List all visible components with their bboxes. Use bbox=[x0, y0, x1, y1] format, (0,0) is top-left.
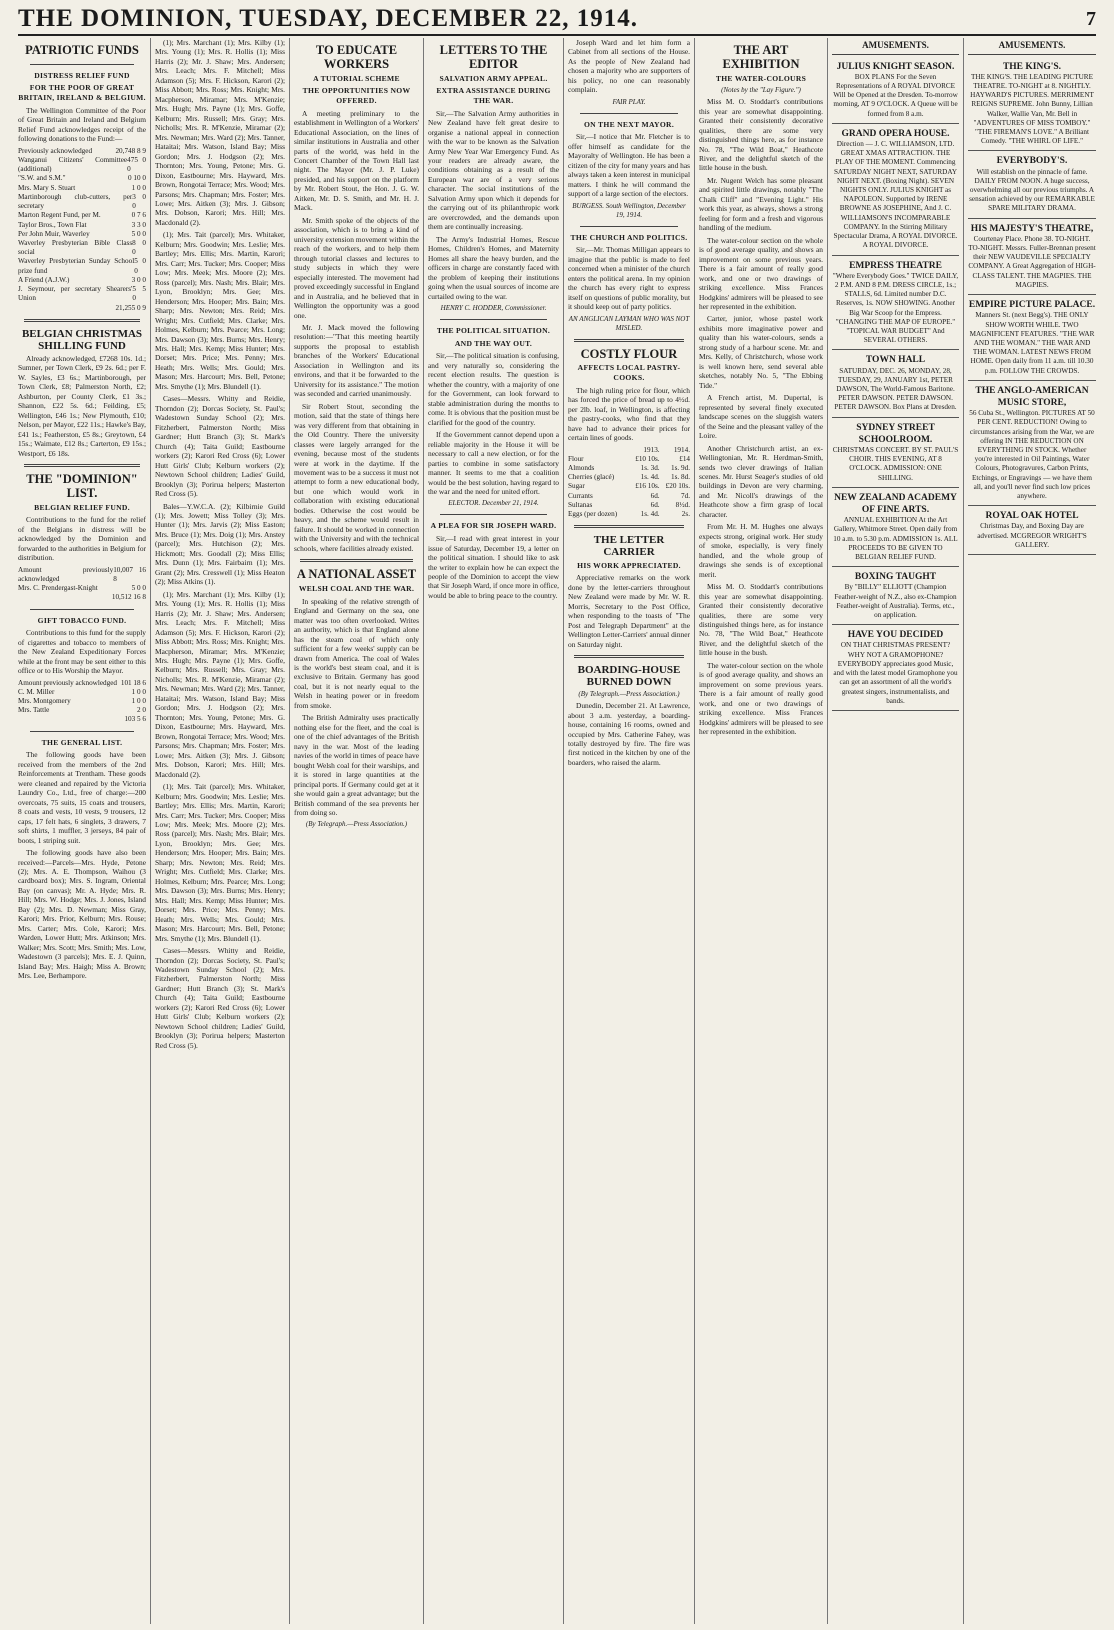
price-row bbox=[568, 464, 690, 473]
subhead-distress-relief: DISTRESS RELIEF FUND bbox=[34, 70, 130, 80]
advertisement bbox=[832, 488, 959, 567]
paragraph: Sir,—The Salvation Army authorities in New Zealand have felt great desire to organise a national appeal in connection with the war to be known as the Salvation Army New Year War Emergency Fund. As your readers are already aware, the conditions obtaining as a result of the European war are of a very serious character. The social institutions of the Salvation Army upon which it depends for the carrying out of its philanthropic work are overcrowded, and the demands upon them are continually increasing. bbox=[428, 108, 559, 232]
price-cell: Sultanas bbox=[568, 500, 593, 509]
advertisement bbox=[832, 418, 959, 488]
price-cell: 1s. 9d. bbox=[671, 464, 690, 473]
press-stamp: (By Telegraph.—Press Association.) bbox=[305, 820, 408, 829]
donation-value: 0 7 6 bbox=[131, 211, 146, 220]
ad-heading: THE ANGLO-AMERICAN MUSIC STORE, bbox=[975, 385, 1089, 408]
donation-row bbox=[18, 184, 146, 193]
price-cell: Eggs (per dozen) bbox=[568, 510, 618, 519]
amusements-header: AMUSEMENTS. bbox=[832, 38, 959, 55]
price-cell: 1s. 4d. bbox=[640, 510, 660, 519]
donation-value: 3 0 0 bbox=[131, 275, 146, 284]
paragraph: From Mr. H. M. Hughes one always expects strong, original work. Her study of smoke, especially, is very finely handled, and the whole group of drawings she sends is of exceptional merit. bbox=[699, 522, 823, 579]
paragraph: Mr. J. Mack moved the following resolution:—"That this meeting heartily supports the proposal to establish branches of the Workers' Educational Association in Wellington and its environs, and that it be forwarded to the University for its assistance." The motion was seconded and carried unanimously. bbox=[294, 322, 419, 399]
donation-row bbox=[18, 193, 146, 211]
divider bbox=[440, 319, 547, 320]
column-5 bbox=[564, 38, 695, 1624]
paragraph: If the Government cannot depend upon a reliable majority in the House it will be necessary to call a new election, or for the parties to combine in some satisfactory manner. It seems to me that a coalition would be the best solution, having regard to the war and the need for united effort. bbox=[428, 430, 559, 496]
price-row bbox=[568, 482, 690, 491]
paragraph: Sir Robert Stout, seconding the motion, said that the state of things here was very different from that obtaining in the Old Country. There the university classes were largely arranged for the evening, because most of the students were at work in the daytime. If the movement was to be a success it must not attempt to form a new educational body, but one which would work in collaboration with existing educational bodies. Otherwise the cost would be heavy, and the scheme would result in failure. It should be worked in connection with the University and with the technical schools, where facilities already existed. bbox=[294, 401, 419, 553]
ad-text: ANNUAL EXHIBITION At the Art Gallery, Whitmore Street. Open daily from 10 a.m. to 5.30 p.m. ADMISSION 1s. ALL PROCEEDS TO BE GIVEN TO BELGIAN RELIEF FUND. bbox=[833, 516, 958, 562]
donation-label: C. M. Miller bbox=[18, 687, 55, 696]
divider bbox=[580, 226, 678, 227]
price-row bbox=[568, 510, 690, 519]
paragraph: Sir,—I notice that Mr. Fletcher is to offer himself as candidate for the Mayoralty of Wellington. He has been a citizen of the city for many years and has always taken a keen interest in municipal matters. I think he will command the support of a large section of the electors. bbox=[568, 132, 690, 199]
donation-list bbox=[18, 679, 146, 716]
column-4 bbox=[424, 38, 564, 1624]
paragraph: Miss M. O. Stoddart's contributions this year are somewhat disappointing. Granted their consistently decorative qualities, there are some very distinguished things here, as for instance No. 78, "The Wild Boat," Heathcote River, and the delightful sketch of the little house in the bush. bbox=[699, 582, 823, 658]
donation-value: 5 0 0 bbox=[131, 584, 146, 593]
signature: FAIR PLAY. bbox=[612, 97, 646, 106]
headline-costly-flour: COSTLY FLOUR bbox=[580, 346, 678, 361]
ad-heading: BOXING TAUGHT bbox=[854, 572, 937, 583]
donation-row bbox=[18, 697, 146, 706]
subhead-way-out: AND THE WAY OUT. bbox=[454, 338, 533, 348]
subhead-general-list: THE GENERAL LIST. bbox=[41, 737, 123, 747]
divider bbox=[30, 731, 134, 732]
donation-row bbox=[18, 584, 146, 593]
ad-text: Will establish on the pinnacle of fame. DAILY FROM NOON. A huge success, overwhelming all our previous triumphs. A sensation achieved by our REMARKABLE SPARE MILITARY DRAMA. bbox=[969, 167, 1095, 213]
donation-label: Amount previously acknowledged bbox=[18, 678, 118, 687]
subhead-belgian-relief: BELGIAN RELIEF FUND. bbox=[34, 502, 130, 512]
ad-heading: EMPIRE PICTURE PALACE. bbox=[968, 300, 1096, 311]
price-row bbox=[568, 501, 690, 510]
donation-value: 1 0 0 bbox=[131, 183, 146, 192]
divider bbox=[574, 339, 684, 342]
advertisement bbox=[968, 219, 1096, 295]
donation-label: Waverley Presbyterian Bible Class social bbox=[18, 238, 133, 257]
ad-list bbox=[968, 57, 1096, 556]
paragraph: (1); Mrs. Marchant (1); Mrs. Kilby (1); Mrs. Young (1); Mrs. R. Hollis (1); Miss Harris (2); Mr. J. Shaw; Mrs. Andersen; Mrs. Leach; Mrs. F. Mitchell; Miss Adamson (5); Mrs. F. Hickson, Karori (2); Miss Abbott; Mrs. Ross; Mrs. Knight; Mrs. Macpherson, Miramar; Mrs. M'Kenzie; Mrs. Hugh; Mrs. Payne (1); Mrs. Goffe, Kelburn; Mrs. Russell; Mrs. Gray; Mrs. Nicholls; Mrs. R. M'Kenzie, Miramar (2); Mrs. Newman; Mrs. Ward (2); Mrs. Tanner, Hataitai; Mrs. Watson, Island Bay; Miss Gordon; Mrs. J. Hodgson (2); Mrs. Thornton; Mrs. Young, Petone; Mrs. G. Dixon, Eastbourne; Mrs. Hayward, Mrs. Brown, Rongotai Terrace; Mrs. Wood; Mrs. Parsons; Mrs. Chapman; Mrs. Foster; Mrs. Lowe; Mrs. Aitken (3); Mrs. J. Gibson; Mrs. Dobson, Karori; Mrs. Hill; Mrs. Macdonald (2). bbox=[155, 38, 285, 227]
donation-value: 20,748 8 9 bbox=[115, 146, 146, 155]
columns bbox=[14, 38, 1100, 1624]
advertisement bbox=[832, 256, 959, 351]
paragraph: Contributions to this fund for the supply of cigarettes and tobacco to members of the New Zealand Expeditionary Forces while at the front may be sent either to this office or to His Worship the Mayor. bbox=[18, 628, 146, 676]
advertisement bbox=[832, 124, 959, 256]
divider bbox=[300, 559, 413, 562]
donation-row bbox=[18, 276, 146, 285]
donation-row bbox=[18, 174, 146, 183]
price-cell: £20 10s. bbox=[665, 482, 690, 491]
headline-letter-carrier: THE LETTER CARRIER bbox=[593, 534, 665, 559]
donation-label: A Friend (A.J.W.) bbox=[18, 275, 70, 284]
headline-belgian-christmas: BELGIAN CHRISTMAS SHILLING FUND bbox=[21, 327, 143, 352]
ad-text: SATURDAY, DEC. 26, MONDAY, 28, TUESDAY, 29, JANUARY 1st, PETER DAWSON, The World-Famous Baritone. PETER DAWSON. PETER DAWSON. PETER DAWSON. Box Plans at Dresden. bbox=[834, 366, 957, 412]
divider bbox=[30, 64, 134, 65]
signature: AN ANGLICAN LAYMAN WHO WAS NOT MISLED. bbox=[568, 314, 690, 332]
price-cell: 8½d. bbox=[675, 500, 690, 509]
headline-art-exhibition: THE ART EXHIBITION bbox=[722, 43, 800, 71]
paragraph: Contributions to the fund for the relief of the Belgians in distress will be acknowledged by the Dominion and forwarded to the authorities in Belgium for distribution. bbox=[18, 515, 146, 563]
masthead-title: THE DOMINION, TUESDAY, DECEMBER 22, 1914. bbox=[18, 5, 639, 32]
donation-value: 475 0 0 bbox=[127, 156, 146, 174]
donation-value: 8 0 0 bbox=[132, 238, 146, 257]
price-table-header-cell: 1913. bbox=[643, 445, 660, 454]
donation-row bbox=[18, 679, 146, 688]
donation-label: Mrs. Mary S. Stuart bbox=[18, 183, 76, 192]
press-stamp: (By Telegraph.—Press Association.) bbox=[578, 690, 680, 699]
column-8 bbox=[964, 38, 1100, 1624]
headline-educate-workers: TO EDUCATE WORKERS bbox=[315, 43, 398, 71]
paragraph: Another Christchurch artist, an ex-Wellingtonian, Mr. R. Herdman-Smith, sends two clever drawings of Italian scenes. Mr. Hurst Seager's studies of old buildings in Devon are very charming, and Mr. Nicoll's drawings of the Heathcote show a firm grasp of local character. bbox=[699, 443, 823, 519]
price-cell: Flour bbox=[568, 454, 584, 463]
donation-value: 2 0 bbox=[137, 706, 146, 715]
paragraph: The high ruling price for flour, which has forced the price of bread up to 4½d. per 2lb. loaf, in Wellington, is affecting the pastry-cooks, who find that they have had to advance their prices for certain lines of goods. bbox=[568, 385, 690, 443]
paragraph: The following goods have also been received:—Parcels—Mrs. Hyde, Petone (2); Mrs. A. E. Thompson, Waihou (3 cardboard box); Mrs. S. Ingram, Oriental Bay (on canvas); Mr. A. Hyde; Mrs. R. Hill; Mrs. W. Hodge; Mrs. J. Jones, Island Bay (2); Mrs. D. Newman; Miss Gray, Karori; Mrs. Prior, Kelburn; Mrs. Rouse; Mrs. Carter; Mrs. Cole, Karori; Mrs. Warden, Lower Hutt; Mrs. Atkinson; Mrs. Walker; Mrs. Scott; Mrs. Smith; Mrs. Low, Wadestown (3 parcels); Mrs. E. J. Quinn, Island Bay; Mrs. Haigh; Miss A. Brown; Mrs. Lee, Berhampore. bbox=[18, 848, 146, 981]
ad-heading: TOWN HALL bbox=[865, 355, 926, 366]
ad-text: Manners St. (next Begg's). THE ONLY SHOW WORTH WHILE. TWO MAGNIFICENT FEATURES. "THE WAR AND THE WOMAN." THE WAR AND THE WOMAN. LATEST NEWS FROM HOME. Open daily from 11 a.m. till 10.30 p.m. FOLLOW THE CROWDS. bbox=[969, 311, 1095, 375]
signature: BURGESS. South Wellington, December 19, 1914. bbox=[572, 201, 686, 219]
donation-value: 3 3 0 bbox=[131, 220, 146, 229]
price-cell: £16 10s. bbox=[635, 482, 660, 491]
ad-heading: ROYAL OAK HOTEL bbox=[985, 511, 1079, 522]
ad-text: By "BILLY" ELLIOTT (Champion Feather-weight of N.Z., also ex-Champion Feather-weight of Australia). Terms, etc., on application. bbox=[834, 583, 957, 620]
signature: HENRY C. HODDER, Commissioner. bbox=[440, 304, 547, 313]
ad-heading: NEW ZEALAND ACADEMY OF FINE ARTS. bbox=[834, 492, 957, 516]
paragraph: (1); Mrs. Tait (parcel); Mrs. Whitaker, Kelburn; Mrs. Goodwin; Mrs. Leslie; Mrs. Bartley; Mrs. Ellis; Mrs. Martin, Karori; Mrs. Carr; Mrs. Tucker; Mrs. Cooper; Miss Low; Mrs. Meek; Mrs. Moore (2); Mrs. Ross (parcel); Mrs. Nash; Mrs. Blair; Mrs. Lyon, Brooklyn; Mrs. Gee; Mrs. Henderson; Mrs. Hooper; Mrs. Bain; Mrs. Sharp; Mrs. Newton; Mrs. Reid; Mrs. Wright; Mrs. Cutfield; Mrs. Clarke; Mrs. Holmes, Kelburn; Mrs. Pearce; Mrs. Long; Mrs. Dawson (3); Mrs. Burns; Mrs. Henry; Mrs. Hall; Mrs. Kemp; Miss Hunter; Mrs. Dorset; Mrs. Price; Mrs. Penny; Mrs. Heath; Mrs. Wells; Mrs. Gould; Mrs. Mason; Mrs. Harcourt; Mrs. Bell, Petone; Mrs. Smythe (1); Mrs. Blundell (1). bbox=[155, 782, 285, 943]
column-6 bbox=[695, 38, 828, 1624]
subhead-welsh-coal: WELSH COAL AND THE WAR. bbox=[298, 583, 415, 593]
advertisement bbox=[968, 381, 1096, 507]
price-row bbox=[568, 473, 690, 482]
paragraph: Cases—Messrs. Whitty and Reidie, Thorndon (2); Dorcas Society, St. Paul's; Wadestown Sunday School (2); Mrs. Fitzherbert, Palmerston North; Miss Gardner; Hutt Branch (3); St. Mark's Church (4); Taita Guild; Eastbourne workers (2); Karori Red Cross (6); Lower Hutt Girls' Club; Kelburn workers (2); Newtown School children; Ladies' Guild, Brooklyn (3); Porirua helpers; Masterton Red Cross (5). bbox=[155, 946, 285, 1050]
subhead-extra-assistance: EXTRA ASSISTANCE DURING THE WAR. bbox=[436, 86, 551, 105]
subhead-pastry-cooks: AFFECTS LOCAL PASTRY-COOKS. bbox=[577, 363, 681, 383]
price-cell: 6d. bbox=[650, 491, 660, 500]
donation-value: 3 0 0 bbox=[132, 192, 146, 211]
byline: (Notes by the "Lay Figure.") bbox=[721, 86, 801, 95]
paragraph: Cases—Messrs. Whitty and Reidie, Thorndon (2); Dorcas Society, St. Paul's; Wadestown Sunday School (2); Mrs. Fitzherbert, Palmerston North; Miss Gardner; Hutt Branch (3); St. Mark's Church (4); Taita Guild; Eastbourne workers (2); Karori Red Cross (6); Lower Hutt Girls' Club; Kelburn workers (2); Newtown School children; Ladies' Guild, Brooklyn (3); Porirua helpers; Masterton Red Cross (5). bbox=[155, 394, 285, 499]
subhead-political-situation: THE POLITICAL SITUATION. bbox=[436, 325, 551, 335]
donation-label: Waverley Presbyterian Sunday School prize fund bbox=[18, 257, 135, 275]
donation-value: 1 0 0 bbox=[131, 687, 146, 696]
headline-national-asset: A NATIONAL ASSET bbox=[296, 567, 417, 582]
price-cell: 6d. bbox=[650, 500, 660, 509]
donation-label: "S.W. and S.M." bbox=[18, 174, 66, 183]
subhead-plea-joseph-ward: A PLEA FOR SIR JOSEPH WARD. bbox=[430, 521, 557, 531]
paragraph: The water-colour section on the whole is of good average quality, and shows an improvement on some previous years. There is a fair amount of really good work, and one or two drawings of striking excellence. Miss Frances Hodgkins' admirers will be pleased to see her represented in the exhibition. bbox=[699, 660, 823, 737]
price-cell: 2s. bbox=[681, 510, 690, 519]
price-cell: Cherries (glacé) bbox=[568, 473, 615, 482]
paragraph: A meeting preliminary to the establishment in Wellington of a Workers' Educational Association, on the lines of similar institutions in Australia and other parts of the world, was held in the Concert Chamber of the Town Hall last night. The Mayor (Mr. J. P. Luke) presided, and his support on the platform by Mr. Robert Stout, the Hon. J. G. W. Aitken, Mr. D. S. Smith, and Mr. H. J. Mack. bbox=[294, 108, 419, 213]
ad-heading: EVERYBODY'S. bbox=[996, 156, 1068, 167]
donation-label: Per John Muir, Waverley bbox=[18, 229, 90, 238]
ad-text: Direction — J. C. WILLIAMSON, LTD. GREAT XMAS ATTRACTION. THE PLAY OF THE MOMENT. Commencing SATURDAY NIGHT NEXT, SATURDAY NIGHT NEXT. (Boxing Night). SEVEN NIGHTS ONLY. JULIUS KNIGHT as NAPOLEON. Supported by IRENE BROWNE AS JOSEPHINE, And J. C. WILLIAMSON'S INCOMPARABLE COMPANY. In the Stirring Military Spectacular Drama, A ROYAL DIVORCE. A ROYAL DIVORCE. bbox=[833, 139, 958, 250]
ad-heading: EMPRESS THEATRE bbox=[849, 260, 942, 271]
price-cell: 1s. 8d. bbox=[671, 473, 690, 482]
paragraph: Bales—Y.W.C.A. (2); Kilbirnie Guild (1); Mrs. Jowett; Miss Tolley (3); Mrs. Hunter (1); Mrs. Jarvis (2); Miss Easton; Mrs. Bruce (1); Mrs. Doig (1); Mrs. Anstey (parcel); Mrs. Hutchison (2); Mrs. Hickmott; Mrs. Goodall (2); Miss Ellis; Mrs. Dunn (1); Mrs. Fairbairn (1); Mrs. Grant (2); Mrs. Cresswell (1); Miss Heaton (2); Miss Atkins (1). bbox=[155, 501, 285, 587]
advertisement bbox=[832, 625, 959, 711]
subhead-tutorial-scheme: A TUTORIAL SCHEME bbox=[313, 73, 400, 83]
divider bbox=[574, 525, 684, 528]
donation-row bbox=[18, 257, 146, 275]
subhead-work-appreciated: HIS WORK APPRECIATED. bbox=[577, 560, 681, 570]
paragraph: The Army's Industrial Homes, Rescue Homes, Children's Homes, and Maternity Homes all share the heavy burden, and the officers in charge are constantly faced with the problem of keeping their institutions going when the usual sources of income are curtailed owing to the war. bbox=[428, 234, 559, 301]
divider bbox=[24, 319, 140, 322]
donation-label: J. Seymour, per secretary Shearers' Union bbox=[18, 285, 133, 303]
paragraph: The British Admiralty uses practically nothing else for the fleet, and the coal is one of the chief advantages of the British navy in the war. Most of the leading navies of the world in times of peace have bought Welsh coal for their warships, and it is stored in large quantities at the principal ports. If Germany could get at it she would gain a great advantage; but the British command of the sea prevents her from doing so. bbox=[294, 713, 419, 817]
ad-heading: HIS MAJESTY'S THEATRE, bbox=[970, 223, 1094, 234]
amusements-header: AMUSEMENTS. bbox=[968, 38, 1096, 55]
paragraph: The water-colour section on the whole is of good average quality, and shows an improvement on some previous years. There is a fair amount of really good work, and one or two drawings of striking excellence. Miss Frances Hodgkins' admirers will be pleased to see her represented in the exhibition. bbox=[699, 235, 823, 312]
page-number: 7 bbox=[1086, 7, 1096, 30]
paragraph: Sir,—Mr. Thomas Milligan appears to imagine that the public is made to feel concerned when a minister of the church enters the political arena. In my opinion the church has every right to express itself on questions of public morality, but it should keep out of party politics. bbox=[568, 245, 690, 312]
paragraph: Appreciative remarks on the work done by the letter-carriers throughout New Zealand were made by Mr. W. R. Morris, Secretary to the Post Office, when responding to the toasts of "The Post and Telegraph Department" at the Wellington Letter-Carriers' annual dinner on Saturday night. bbox=[568, 573, 690, 649]
donation-label: Marton Regent Fund, per M. bbox=[18, 211, 101, 220]
headline-dominion-list: THE "DOMINION" LIST. bbox=[26, 472, 138, 500]
paragraph: The Wellington Committee of the Poor of Great Britain and Ireland and Belgium Relief Fund acknowledges receipt of the following donations to the Fund:— bbox=[18, 105, 146, 144]
donation-row bbox=[18, 566, 146, 584]
paragraph: Already acknowledged, £7268 10s. 1d.; Sumner, per Town Clerk, £9 2s. 6d.; per F. W. Sayles, £3 6s.; Martinborough, per Town Clerk, £8; Palmerston North, £2; Ashburton, per County Clerk, £1 3s.; Shannon, £22 5s. 6d.; Feilding, £5; Wellington, £46 1s.; New Plymouth, £10; Nelson, per Mayor, £22 11s.; Hawke's Bay, £41 1s.; Featherston, £5 8s.; Greytown, £4 15s.; Waimate, £12 8s.; Carterton, £9 15s.; Westport, £6 18s. bbox=[18, 353, 146, 458]
subhead-next-mayor: ON THE NEXT MAYOR. bbox=[583, 119, 675, 129]
column-1 bbox=[14, 38, 151, 1624]
paragraph: Dunedin, December 21. At Lawrence, about 3 a.m. yesterday, a boarding-house, containing 16 rooms, owned and occupied by Mrs. Catherine Fahey, was totally destroyed by fire. The fire was first noticed in the kitchen by one of the boarders, who raised the alarm. bbox=[568, 701, 690, 767]
advertisement bbox=[832, 57, 959, 124]
donation-list bbox=[18, 147, 146, 304]
price-cell: 1s. 4d. bbox=[640, 473, 660, 482]
price-table-header-cell bbox=[568, 446, 629, 455]
subhead-salvation-army: SALVATION ARMY APPEAL. bbox=[439, 73, 548, 83]
price-table-header bbox=[568, 446, 690, 455]
donation-row bbox=[18, 221, 146, 230]
ad-text: "Where Everybody Goes." TWICE DAILY, 2 P.M. AND 8 P.M. DRESS CIRCLE, 1s.; STALLS, 6d. Limited number D.C. Reserves, 1s. NOW SHOWING. Another Big War Scoop for the Empress. "CHANGING THE MAP OF EUROPE." "TOPICAL WAR BUDGET" And SEVERAL OTHERS. bbox=[832, 271, 959, 345]
donation-value: 0 10 0 bbox=[128, 174, 146, 183]
advertisement bbox=[968, 506, 1096, 555]
donation-label: Mrs. Montgomery bbox=[18, 697, 71, 705]
ad-text: BOX PLANS For the Seven Representations of A ROYAL DIVORCE Will be Opened at the Dresden. To-morrow morning, AT 9 O'CLOCK. A Queue will be formed from 8 a.m. bbox=[833, 72, 958, 118]
ad-heading: SYDNEY STREET SCHOOLROOM. bbox=[856, 422, 935, 445]
headline-patriotic-funds: PATRIOTIC FUNDS bbox=[25, 43, 139, 57]
donation-label: Amount previously acknowledged bbox=[18, 565, 114, 583]
donation-row bbox=[18, 147, 146, 156]
donation-value: 5 0 0 bbox=[131, 229, 146, 238]
donation-label: Wanganui Citizens' Committee (additional) bbox=[18, 156, 128, 174]
donation-total: 10,512 16 8 bbox=[111, 593, 146, 602]
paragraph: Sir,—I read with great interest in your issue of Saturday, December 19, a letter on the political situation. I should like to ask the writer to explain how he can expect the people of the Dominion to accept the view that Sir Joseph Ward, if once more in office, would be able to bring peace to the country. bbox=[428, 534, 559, 600]
price-cell: £10 10s. bbox=[635, 454, 660, 463]
price-row bbox=[568, 455, 690, 464]
donation-value: 1 0 0 bbox=[131, 697, 146, 705]
headline-boarding-house: BOARDING-HOUSE BURNED DOWN bbox=[577, 663, 681, 689]
donation-value: 101 18 6 bbox=[120, 678, 146, 687]
advertisement bbox=[832, 567, 959, 625]
donation-label: Taylor Bros., Town Flat bbox=[18, 220, 87, 229]
price-cell: 1s. 3d. bbox=[640, 464, 660, 473]
paragraph: A French artist, M. Dupertal, is represented by several finely executed landscape scenes on the sluggish waters of the Seine and the pleasant valley of the Loire. bbox=[699, 393, 823, 441]
advertisement bbox=[832, 350, 959, 417]
price-table bbox=[568, 446, 690, 520]
price-cell: Almonds bbox=[568, 464, 595, 473]
donation-total: 21,255 0 9 bbox=[115, 303, 146, 312]
donation-value: 5 5 0 bbox=[132, 285, 146, 303]
paragraph: Mr. Nugent Welch has some pleasant and spirited little drawings, notably "The Chalk Cliff" and "Evening Light." His work this year, as always, shows a strong feeling for form and a fresh and vigorous handling of the medium. bbox=[699, 175, 823, 233]
ad-text: CHRISTMAS CONCERT. BY ST. PAUL'S CHOIR. THIS EVENING, AT 8 O'CLOCK. ADMISSION: ONE SHILLING. bbox=[832, 446, 959, 482]
donation-row bbox=[18, 156, 146, 174]
price-row bbox=[568, 492, 690, 501]
advertisement bbox=[968, 151, 1096, 218]
subhead-water-colours: THE WATER-COLOURS bbox=[715, 73, 807, 83]
paragraph: Sir,—The political situation is confusing, and very naturally so, considering the recent election results. The question is whether the country, with a majority of one for the Government, can look forward to stable administration during the months to come. It is obvious that the position must be clarified for the good of the country. bbox=[428, 351, 559, 427]
donation-label: Mrs. C. Prendergast-Knight bbox=[18, 584, 98, 593]
donation-row bbox=[18, 688, 146, 697]
column-2 bbox=[151, 38, 290, 1624]
donation-value: 10,007 16 8 bbox=[113, 565, 146, 583]
divider bbox=[440, 514, 547, 515]
paragraph: Mr. Smith spoke of the objects of the association, which is to bring a kind of university extension movement within the reach of the workers, and to help them through tutorial classes and lectures to study subjects in which they were especially interested. The movement had proved exceedingly successful in England and in Australia, and he believed that in Wellington the opportunity was a good one. bbox=[294, 215, 419, 320]
donation-row bbox=[18, 239, 146, 257]
price-cell: £14 bbox=[679, 454, 690, 463]
paragraph: (1); Mrs. Marchant (1); Mrs. Kilby (1); Mrs. Young (1); Mrs. R. Hollis (1); Miss Harris (2); Mr. J. Shaw; Mrs. Andersen; Mrs. Leach; Mrs. F. Mitchell; Miss Adamson (5); Mrs. F. Hickson, Karori (2); Miss Abbott; Mrs. Ross; Mrs. Knight; Mrs. Macpherson, Miramar; Mrs. M'Kenzie; Mrs. Hugh; Mrs. Payne (1); Mrs. Goffe, Kelburn; Mrs. Russell; Mrs. Gray; Mrs. Nicholls; Mrs. R. M'Kenzie, Miramar (2); Mrs. Newman; Mrs. Ward (2); Mrs. Tanner, Hataitai; Mrs. Watson, Island Bay; Miss Gordon; Mrs. J. Hodgson (2); Mrs. Thornton; Mrs. Young, Petone; Mrs. G. Dixon, Eastbourne; Mrs. Hayward, Mrs. Brown, Rongotai Terrace; Mrs. Wood; Mrs. Parsons; Mrs. Chapman; Mrs. Foster; Mrs. Lowe; Mrs. Aitken (3); Mrs. J. Gibson; Mrs. Dobson, Karori; Mrs. Hill; Mrs. Macdonald (2). bbox=[155, 589, 285, 779]
price-cell: Sugar bbox=[568, 482, 585, 491]
price-cell: 7d. bbox=[681, 491, 690, 500]
divider bbox=[30, 609, 134, 610]
column-7 bbox=[828, 38, 964, 1624]
donation-total: 103 5 6 bbox=[124, 715, 146, 724]
ad-heading: THE KING'S. bbox=[1002, 61, 1062, 72]
subhead-opportunities: THE OPPORTUNITIES NOW OFFERED. bbox=[302, 86, 411, 105]
column-3 bbox=[290, 38, 424, 1624]
signature: ELECTOR. December 21, 1914. bbox=[448, 499, 539, 508]
donation-row bbox=[18, 211, 146, 220]
divider bbox=[24, 464, 140, 467]
paragraph: Joseph Ward and let him form a Cabinet from all sections of the House. As the people of New Zealand had chosen a majority who are supporters of his policy, no one can reasonably complain. bbox=[568, 38, 690, 95]
price-cell: Currants bbox=[568, 491, 593, 500]
ad-text: Christmas Day, and Boxing Day are advertised. MCGREGOR WRIGHT'S GALLERY. bbox=[977, 522, 1087, 549]
donation-value: 5 0 0 bbox=[134, 257, 146, 275]
headline-letters-editor: LETTERS TO THE EDITOR bbox=[439, 43, 548, 71]
subhead-poor-of-britain: FOR THE POOR OF GREAT BRITAIN, IRELAND & BELGIUM. bbox=[18, 83, 146, 103]
divider bbox=[580, 113, 678, 114]
price-table-header-cell: 1914. bbox=[673, 445, 690, 454]
advertisement bbox=[968, 295, 1096, 381]
donation-label: Martinborough club-cutters, per secretary bbox=[18, 192, 133, 211]
donation-row bbox=[18, 285, 146, 303]
ad-text: ON THAT CHRISTMAS PRESENT? WHY NOT A GRAMOPHONE? EVERYBODY appreciates good Music, and with the latest model Gramophone you can get an assortment of all the world's greatest singers, instrumentalists, and bands. bbox=[833, 641, 958, 705]
donation-list bbox=[18, 566, 146, 594]
paragraph: In speaking of the relative strength of England and Germany on the sea, one matter was too often overlooked. Writes an authority, which is that England alone has the steam coal of which only sufficient for a few weeks' supply can be drawn from America. The coal of Wales is the world's best steam coal, and it is exclusive to Britain. Germany has good coal, but it is not nearly equal to the Welsh in heating power or in freedom from smoke. bbox=[294, 596, 419, 710]
paragraph: (1); Mrs. Tait (parcel); Mrs. Whitaker, Kelburn; Mrs. Goodwin; Mrs. Leslie; Mrs. Bartley; Mrs. Ellis; Mrs. Martin, Karori; Mrs. Carr; Mrs. Tucker; Mrs. Cooper; Miss Low; Mrs. Meek; Mrs. Moore (2); Mrs. Ross (parcel); Mrs. Nash; Mrs. Blair; Mrs. Lyon, Brooklyn; Mrs. Gee; Mrs. Henderson; Mrs. Hooper; Mrs. Bain; Mrs. Sharp; Mrs. Newton; Mrs. Reid; Mrs. Wright; Mrs. Cutfield; Mrs. Clarke; Mrs. Holmes, Kelburn; Mrs. Pearce; Mrs. Long; Mrs. Dawson (3); Mrs. Burns; Mrs. Henry; Mrs. Hall; Mrs. Kemp; Miss Hunter; Mrs. Dorset; Mrs. Price; Mrs. Penny; Mrs. Heath; Mrs. Wells; Mrs. Gould; Mrs. Mason; Mrs. Harcourt; Mrs. Bell, Petone; Mrs. Smythe (1); Mrs. Blundell (1). bbox=[155, 230, 285, 391]
ad-heading: GRAND OPERA HOUSE. bbox=[841, 128, 950, 139]
divider bbox=[574, 655, 684, 658]
paragraph: Miss M. O. Stoddart's contributions this year are somewhat disappointing. Granted their consistently decorative qualities, there are some very distinguished things here, as for instance No. 78, "The Wild Boat," Heathcote River, and the delightful sketch of the little house in the bush. bbox=[699, 97, 823, 173]
paragraph: Carter, junior, whose pastel work exhibits more imaginative power and quality than his water-colours, sends a strong study of a harbour scene. Mr. and Mrs. Kelly, of Christchurch, whose work is well known here, send several able sketches, notably No. 5, "The Ebbing Tide." bbox=[699, 314, 823, 390]
ad-heading: JULIUS KNIGHT SEASON. bbox=[836, 61, 955, 72]
ad-text: 56 Cuba St., Wellington. PICTURES AT 50 PER CENT. REDUCTION! Owing to circumstances arising from the War, we are offering IN THE REDUCTION ON EVERYTHING IN STOCK. Whether you're interested in Oil Paintings, Water Colours, Photogravures, Carbon Prints, Etchings, or Engravings — we have them all, and you'll never find such low prices anywhere. bbox=[969, 409, 1095, 501]
ad-list bbox=[832, 57, 959, 712]
donation-label: Previously acknowledged bbox=[18, 146, 93, 155]
ad-heading: HAVE YOU DECIDED bbox=[847, 630, 944, 641]
paragraph: The following goods have been received from the members of the 2nd Reinforcements at Trentham. These goods were cleaned and repaired by the Victoria Laundry Co., Ltd., free of charge:—200 overcoats, 75 suits, 15 coats and trousers, 8 coats and vests, 10 vests, 9 trousers, 12 caps, 17 felt hats, 6 singlets, 3 drawers, 7 soft shirts, 1 muffler, 3 jerseys, 84 pair of boots, 1 striping suit. bbox=[18, 750, 146, 845]
donation-row bbox=[18, 230, 146, 239]
advertisement bbox=[968, 57, 1096, 152]
ad-text: THE KING'S. THE LEADING PICTURE THEATRE. TO-NIGHT at 8. NIGHTLY. HAYWARD'S PICTURES. MERRIMENT REIGNS SUPREME. John Bunny, Lillian Walker, Wallie Van, Mr. Bell in "ADVENTURES OF MISS TOMBOY." "THE FIREMAN'S LOVE." A Brilliant Comedy. "THE WHIRL OF LIFE." bbox=[970, 72, 1094, 146]
ad-text: Courtenay Place. Phone 38. TO-NIGHT. TO-NIGHT. Messrs. Fuller-Brennan present their NEW VAUDEVILLE SPECIALTY COMPANY. A Great Aggregation of HIGH-CLASS TALENT. THE MAGPIES. THE MAGPIES. bbox=[968, 234, 1096, 289]
donation-label: Mrs. Tattle bbox=[18, 706, 50, 715]
subhead-church-politics: THE CHURCH AND POLITICS. bbox=[570, 232, 688, 242]
masthead bbox=[18, 4, 1096, 36]
donation-row bbox=[18, 706, 146, 715]
subhead-gift-tobacco: GIFT TOBACCO FUND. bbox=[37, 615, 127, 625]
